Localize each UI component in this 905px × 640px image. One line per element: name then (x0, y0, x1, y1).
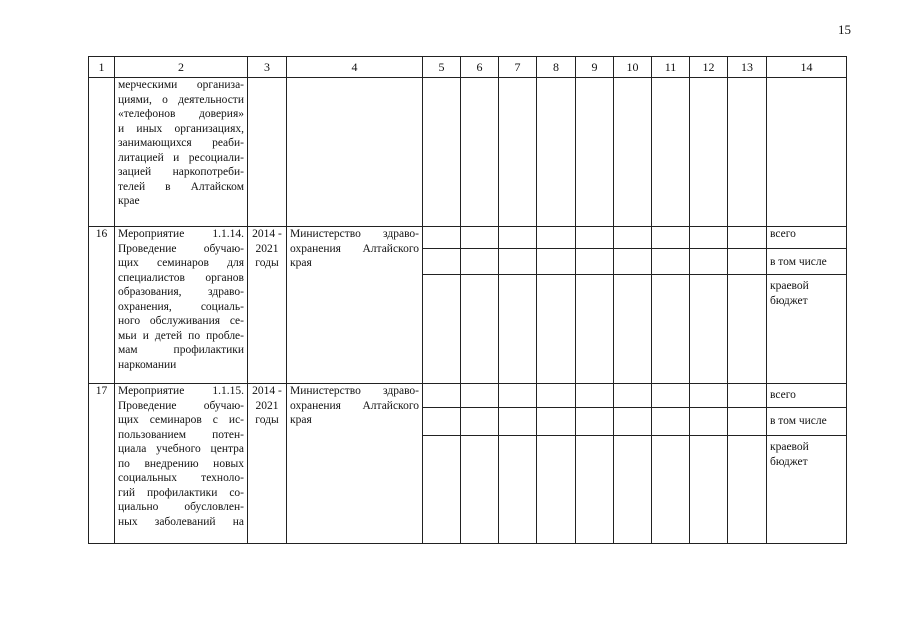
value-cell (614, 408, 652, 436)
column-header: 9 (576, 57, 614, 78)
value-cell (423, 275, 461, 384)
value-cell (690, 384, 728, 408)
value-cell (461, 249, 499, 275)
financing-total-cell: всего (767, 227, 847, 249)
activity-name-line: гий профилактики со- (118, 486, 244, 499)
value-cell (499, 384, 537, 408)
executor-line: Министерство здраво- (290, 385, 419, 397)
financing-total-cell: всего (767, 384, 847, 408)
column-number-row (89, 57, 847, 78)
value-cell (652, 384, 690, 408)
value-cell (499, 436, 537, 544)
activity-name-line: занимающихся реаби- (118, 137, 244, 149)
value-cell (614, 436, 652, 544)
page-number: 15 (838, 22, 851, 37)
value-cell (652, 436, 690, 544)
column-header: 10 (614, 57, 652, 78)
value-cell (728, 275, 767, 384)
activity-name-line: щих семинаров с ис- (118, 414, 244, 426)
activity-name-line: образования, здраво- (118, 286, 244, 298)
column-header: 1 (89, 57, 115, 78)
value-cell (576, 227, 614, 249)
value-cell (690, 249, 728, 275)
value-cell (576, 436, 614, 544)
activity-name-cell (115, 78, 248, 227)
program-activities-table (88, 56, 847, 544)
years-cell (248, 78, 287, 227)
column-header: 4 (287, 57, 423, 78)
activity-name-line: по внедрению новых (118, 457, 244, 470)
value-cell (652, 227, 690, 249)
activity-name-line: наркомании (118, 358, 177, 371)
value-cell (537, 227, 576, 249)
value-cell (499, 227, 537, 249)
value-cell (614, 275, 652, 384)
activity-name-line: литацией и ресоциали- (118, 151, 244, 164)
activity-name-line: охранения, социаль- (118, 300, 244, 313)
column-header: 2 (115, 57, 248, 78)
value-cell (652, 78, 690, 227)
years-line: 2021 (255, 399, 279, 412)
table-row-16 (89, 227, 847, 249)
value-cell (728, 78, 767, 227)
table-row-17 (89, 384, 847, 408)
value-cell (461, 384, 499, 408)
value-cell (576, 78, 614, 227)
column-header: 12 (690, 57, 728, 78)
activity-name-line: и иных организациях, (118, 122, 244, 135)
financing-including-cell: в том числе (767, 249, 847, 275)
activity-name-line: циально обусловлен- (118, 501, 244, 513)
value-cell (576, 408, 614, 436)
years-line: 2014 - (252, 385, 282, 397)
executor-line: края (290, 414, 312, 426)
value-cell (690, 227, 728, 249)
value-cell (499, 408, 537, 436)
activity-name-line: Мероприятие 1.1.15. (118, 385, 244, 397)
value-cell (423, 436, 461, 544)
value-cell (499, 78, 537, 227)
column-header: 6 (461, 57, 499, 78)
value-cell (537, 78, 576, 227)
value-cell (690, 275, 728, 384)
activity-name-line: пользованием потен- (118, 428, 244, 441)
activity-name-line: Мероприятие 1.1.14. (118, 228, 244, 240)
value-cell (728, 227, 767, 249)
years-cell (248, 227, 287, 384)
activity-name-line: крае (118, 195, 140, 207)
value-cell (576, 249, 614, 275)
column-header: 3 (248, 57, 287, 78)
executor-cell (287, 227, 423, 384)
value-cell (499, 249, 537, 275)
value-cell (461, 78, 499, 227)
executor-line: охранения Алтайского (290, 399, 419, 412)
activity-name-line: мьи и детей по пробле- (118, 329, 244, 342)
row-number-cell: 16 (89, 227, 115, 384)
value-cell (728, 436, 767, 544)
value-cell (690, 78, 728, 227)
value-cell (537, 275, 576, 384)
value-cell (499, 275, 537, 384)
value-cell (423, 384, 461, 408)
executor-line: края (290, 257, 312, 269)
value-cell (461, 436, 499, 544)
activity-name-line: щих семинаров для (118, 257, 244, 269)
column-header: 8 (537, 57, 576, 78)
value-cell (652, 408, 690, 436)
executor-line: охранения Алтайского (290, 242, 419, 255)
activity-name-line: ного обслуживания се- (118, 315, 244, 327)
value-cell (537, 384, 576, 408)
executor-line: Министерство здраво- (290, 228, 419, 240)
value-cell (461, 408, 499, 436)
value-cell (423, 78, 461, 227)
activity-name-line: мерческими организа- (118, 79, 244, 91)
value-cell (537, 436, 576, 544)
value-cell (690, 408, 728, 436)
years-line: годы (255, 257, 279, 269)
value-cell (614, 249, 652, 275)
column-header: 5 (423, 57, 461, 78)
years-line: годы (255, 414, 279, 426)
activity-name-cell (115, 384, 248, 544)
activity-name-line: циала учебного центра (118, 443, 244, 455)
financing-budget-cell (767, 275, 847, 384)
column-header: 11 (652, 57, 690, 78)
value-cell (728, 249, 767, 275)
value-cell (728, 408, 767, 436)
value-cell (423, 249, 461, 275)
activity-name-cell (115, 227, 248, 384)
value-cell (614, 78, 652, 227)
executor-cell (287, 78, 423, 227)
activity-name-line: Проведение обучаю- (118, 399, 244, 412)
years-line: 2021 (255, 242, 279, 255)
activity-name-line: ных заболеваний на (118, 515, 244, 528)
value-cell (614, 227, 652, 249)
financing-budget-label: краевой бюджет (770, 280, 809, 307)
value-cell (461, 275, 499, 384)
value-cell (652, 275, 690, 384)
column-header: 14 (767, 57, 847, 78)
value-cell (537, 408, 576, 436)
financing-including-cell: в том числе (767, 408, 847, 436)
executor-cell (287, 384, 423, 544)
value-cell (614, 384, 652, 408)
value-cell (423, 408, 461, 436)
row-number-cell (89, 78, 115, 227)
financing-budget-label: краевой бюджет (770, 441, 809, 468)
value-cell (652, 249, 690, 275)
activity-name-line: специалистов органов (118, 271, 244, 284)
value-cell (576, 275, 614, 384)
years-cell (248, 384, 287, 544)
years-line: 2014 - (252, 228, 282, 240)
value-cell (423, 227, 461, 249)
activity-name-line: Проведение обучаю- (118, 242, 244, 255)
value-cell (690, 436, 728, 544)
column-header: 13 (728, 57, 767, 78)
value-cell (461, 227, 499, 249)
financing-cell (767, 78, 847, 227)
table-row-continuation (89, 78, 847, 227)
activity-name-line: циями, о деятельности (118, 93, 244, 106)
value-cell (576, 384, 614, 408)
value-cell (537, 249, 576, 275)
activity-name-line: «телефонов доверия» (118, 108, 244, 120)
activity-name-line: социальных техноло- (118, 472, 244, 484)
financing-budget-cell (767, 436, 847, 544)
value-cell (728, 384, 767, 408)
activity-name-line: телей в Алтайском (118, 180, 244, 193)
activity-name-line: мам профилактики (118, 344, 244, 356)
column-header: 7 (499, 57, 537, 78)
activity-name-line: зацией наркопотреби- (118, 166, 244, 178)
row-number-cell: 17 (89, 384, 115, 544)
